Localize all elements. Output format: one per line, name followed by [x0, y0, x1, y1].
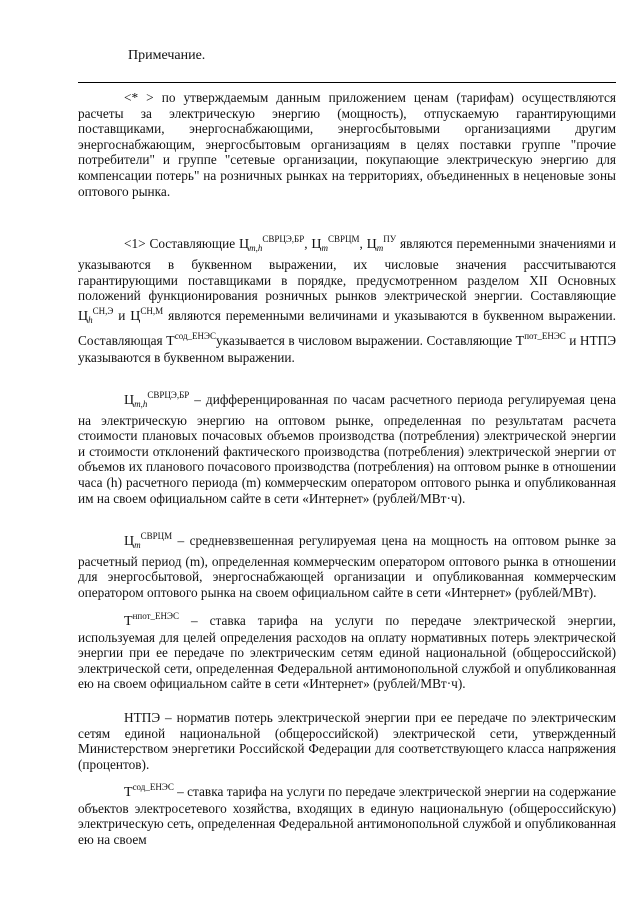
definition-text: – ставка тарифа на услуги по передаче электрической энергии, используемая для целей определения расходов на оплату нормативных потерь электрической энергии при ее передаче по электрическим сетям единой национальной (общероссийской) электрической сети, определенная Федеральной антимонопольной службой и опубликованная ею на своем официальном сайте в сети «Интернет» (рублей/МВт·ч). [78, 613, 616, 692]
definition-svrce-br [78, 388, 616, 506]
superscript: СН,М [140, 306, 164, 317]
superscript: СВРЦМ [140, 531, 173, 541]
definition-text: – дифференцированная по часам расчетного периода регулируемая цена на электрическую энергию на оптовом рынке, определенная по результатам расчета стоимости плановых почасовых объемов производства (потребления) электрической энергии и стоимости отклонений фактического производства (потребления) электрической энергии от объемов их планового почасового производства (потребления) на оптовом рынке в отношении часа (h) расчетного периода (m) коммерческим оператором оптового рынка и опубликованная им на своем официальном сайте в сети «Интернет» (рублей/МВт·ч). [78, 392, 616, 506]
price-symbol: Ц [124, 393, 135, 408]
text-fragment: являются переменными значениями и указываются в буквенном выражении, их числовые значения рассчитываются гарантирующими поставщиками в порядке, предусмотренном разделом XII Основных положений функционирования розничных рынков электрической энергии. Составляющие [78, 236, 617, 304]
tariff-symbol: Т [124, 614, 133, 629]
definition-ntpe: НТПЭ – норматив потерь электрической энергии при ее передаче по электрическим сетям единой национальной (общероссийской) электрической сети, утвержденный Министерством энергетики Российской Федерации для соответствующего класса напряжения (процентов). [78, 710, 616, 772]
definition-npot-enes [78, 609, 616, 692]
subscript: h [88, 315, 93, 326]
superscript: СВРЦЭ,БР [262, 234, 305, 244]
note-heading: Примечание. [128, 48, 206, 63]
definition-sod-enes [78, 780, 616, 847]
superscript: СН,Э [92, 306, 114, 317]
divider-left [78, 82, 192, 83]
tariff-symbol: Т [124, 785, 133, 800]
text-fragment: , [359, 236, 363, 251]
note-paragraph: <* > по утверждаемым данным приложением ценам (тарифам) осуществляются расчеты за электрическую энергию (мощность), отпускаемую гарантирующими поставщиками, энергоснабжающими, энергосбытовыми организациями другим энергоснабжающим, энергосбытовым организациям в целях поставки группе "прочие потребители" и группе "сетевые организации, покупающие электрическую энергию для компенсации потерь" на розничных рынках на территориях, объединенных в неценовые зоны оптового рынка. [78, 90, 616, 199]
superscript: ПУ [383, 234, 397, 244]
text-fragment: <1> Составляющие [124, 236, 239, 251]
price-symbol: Ц [124, 534, 135, 549]
price-symbol: Ц [130, 309, 141, 325]
text-fragment: указывается в числовом выражении. Составляющие [216, 332, 516, 348]
subscript: m,h [134, 399, 148, 409]
price-symbol: Ц [238, 237, 250, 252]
superscript: сод_ЕНЭС [132, 782, 174, 792]
price-symbol: Ц [78, 309, 89, 325]
subscript: m,h [249, 243, 263, 253]
superscript: нпот_ЕНЭС [132, 611, 179, 621]
subscript: m [376, 243, 384, 253]
subscript: m [134, 540, 141, 550]
text-fragment: , [304, 236, 308, 251]
definition-svrcm [78, 529, 616, 600]
superscript: СВРЦМ [327, 234, 360, 244]
subscript: m [321, 243, 328, 253]
tariff-symbol: Т [515, 333, 525, 349]
superscript: пот_ЕНЭС [524, 330, 566, 341]
text-fragment: и НТПЭ указываются в буквенном выражении. [78, 332, 617, 365]
superscript: сод_ЕНЭС [174, 330, 216, 341]
superscript: СВРЦЭ,БР [147, 390, 190, 400]
divider-right [192, 82, 616, 83]
price-symbol: Ц [366, 237, 377, 252]
text-fragment: являются переменными величинами и указываются в буквенном выражении. Составляющая [78, 308, 616, 348]
tariff-symbol: Т [166, 333, 175, 349]
definition-text: – средневзвешенная регулируемая цена на мощность на оптовом рынке за расчетный период (m), определенная коммерческим оператором оптового рынка в отношении для энергосбытовой, энергоснабжающей организации и опубликованная коммерческим оператором оптового рынка на своем официальном сайте в сети «Интернет» (рублей/МВт). [78, 533, 616, 600]
definition-text: – ставка тарифа на услуги по передаче электрической энергии на содержание объектов электросетевого хозяйства, входящих в единую национальную (общероссийскую) электрическую сеть, определенная Федеральной антимонопольной службой и опубликованная ею на своем [78, 784, 616, 847]
price-symbol: Ц [311, 237, 322, 252]
text-fragment: и [113, 308, 131, 324]
paragraph-components [78, 232, 616, 366]
